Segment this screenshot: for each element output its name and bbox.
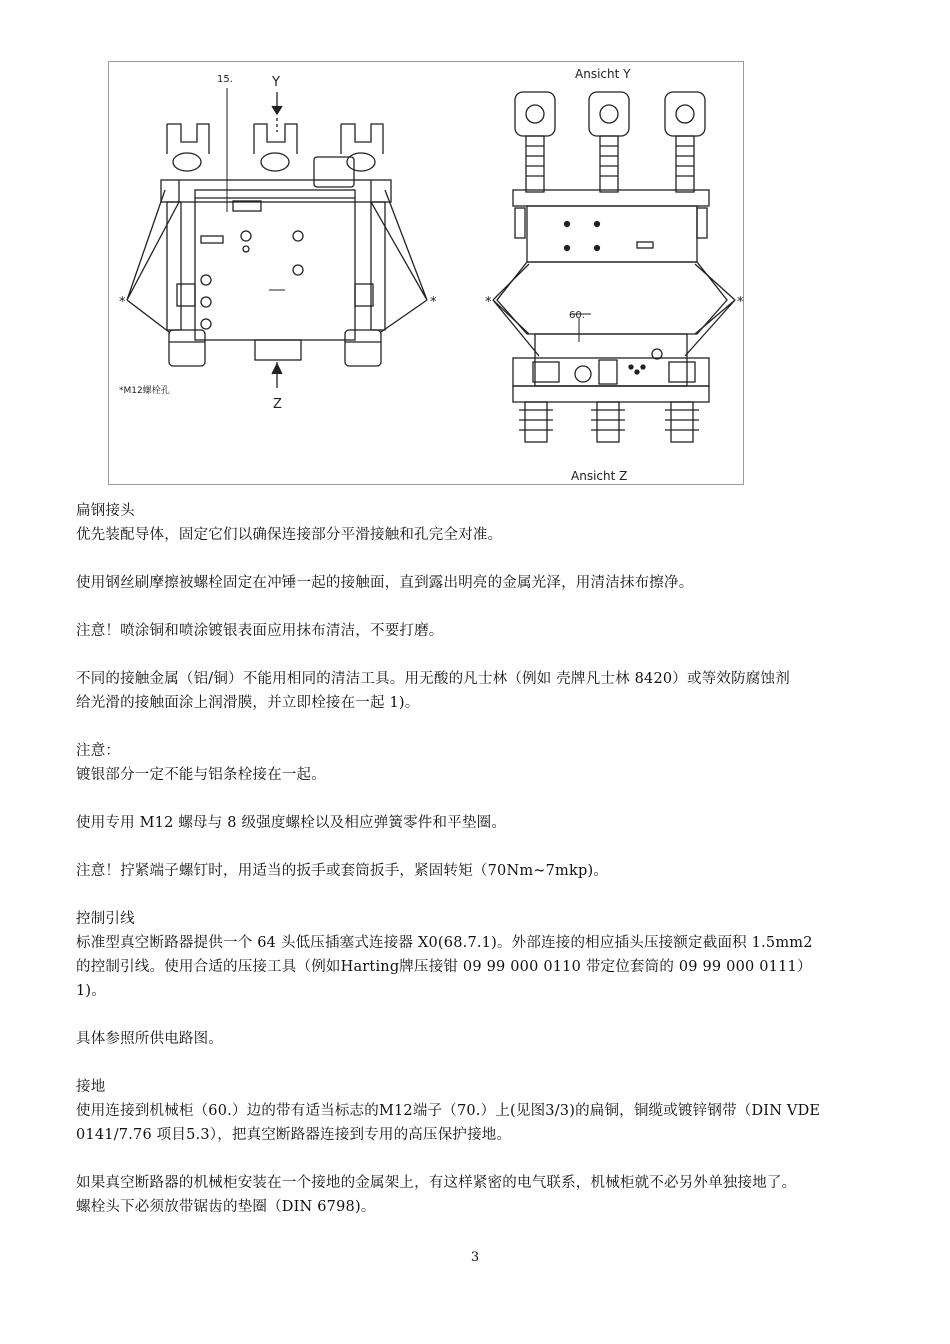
paragraph-line: 的控制引线。使用合适的压接工具（例如Harting牌压接钳 09 99 000 0110 带定位套筒的 09 99 000 0111）	[76, 959, 812, 975]
left-view-drawing	[127, 88, 427, 388]
label-y-arrow: Y	[272, 75, 280, 90]
right-view-drawing	[493, 92, 735, 442]
label-item-60: 60.	[569, 310, 585, 321]
label-ansicht-y: Ansicht Y	[575, 67, 631, 81]
heading-control-wiring: 控制引线	[76, 911, 135, 927]
label-z-arrow: Z	[273, 397, 282, 412]
label-star-left-right-view: *	[485, 295, 492, 310]
label-item-15: 15.	[217, 74, 233, 85]
paragraph-line: 镀银部分一定不能与铝条栓接在一起。	[76, 767, 326, 783]
label-ansicht-z: Ansicht Z	[571, 469, 628, 483]
paragraph-line: 使用连接到机械柜（60.）边的带有适当标志的M12端子（70.）上(见图3/3)的扁铜，铜缆或镀锌钢带（DIN VDE	[76, 1103, 821, 1119]
paragraph-line: 0141/7.76 项目5.3），把真空断路器连接到专用的高压保护接地。	[76, 1127, 512, 1143]
label-star-right-right-view: *	[737, 295, 744, 310]
paragraph-line: 注意！拧紧端子螺钉时，用适当的扳手或套筒扳手，紧固转矩（70Nm~7mkp)。	[76, 863, 609, 879]
figure-footnote: *M12螺栓孔	[119, 386, 170, 396]
paragraph-line: 不同的接触金属（铝/铜）不能用相同的清洁工具。用无酸的凡士林（例如 壳牌凡士林 8420）或等效防腐蚀剂	[76, 671, 790, 687]
paragraph-line: 注意：	[76, 743, 121, 759]
body-text	[76, 499, 876, 1219]
paragraph-line: 螺栓头下必须放带锯齿的垫圈（DIN 6798)。	[76, 1199, 376, 1215]
breaker-drawing-svg	[109, 62, 745, 486]
paragraph-line: 1)。	[76, 983, 106, 999]
paragraph-line: 使用钢丝刷摩擦被螺栓固定在冲锤一起的接触面，直到露出明亮的金属光泽，用清洁抹布擦净。	[76, 575, 694, 591]
page-number: 3	[470, 1250, 480, 1265]
paragraph-line: 给光滑的接触面涂上润滑膜，并立即栓接在一起 1)。	[76, 695, 420, 711]
technical-drawing	[108, 61, 744, 485]
heading-grounding: 接地	[76, 1079, 106, 1095]
paragraph-line: 注意！喷涂铜和喷涂镀银表面应用抹布清洁，不要打磨。	[76, 623, 444, 639]
paragraph-line: 优先装配导体，固定它们以确保连接部分平滑接触和孔完全对准。	[76, 527, 503, 543]
paragraph-line: 如果真空断路器的机械柜安装在一个接地的金属架上，有这样紧密的电气联系，机械柜就不必另外单独接地了。	[76, 1175, 797, 1191]
paragraph-line: 使用专用 M12 螺母与 8 级强度螺栓以及相应弹簧零件和平垫圈。	[76, 815, 507, 831]
paragraph-line: 标准型真空断路器提供一个 64 头低压插塞式连接器 X0(68.7.1)。外部连接的相应插头压接额定截面积 1.5mm2	[76, 935, 813, 951]
label-star-right: *	[430, 295, 437, 310]
label-star-left: *	[119, 295, 126, 310]
heading-flat-steel: 扁钢接头	[76, 503, 135, 519]
paragraph-line: 具体参照所供电路图。	[76, 1031, 223, 1047]
